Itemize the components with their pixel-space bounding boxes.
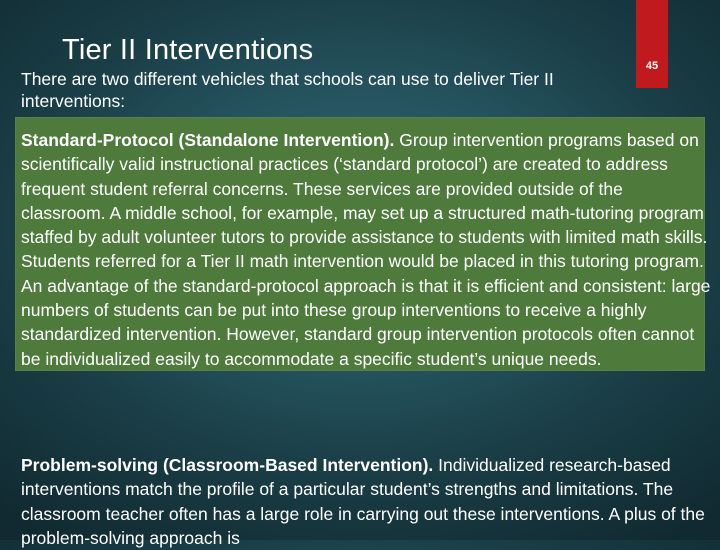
section-heading: Standard-Protocol (Standalone Intervention). — [21, 130, 395, 150]
section-body: Individualized research-based interventions match the profile of a particular student’s strengths and limitations. The classroom teacher often has a large role in carrying out these interventions. A plus of the problem-solving approach is — [21, 455, 705, 548]
section-heading: Problem-solving (Classroom-Based Intervention). — [21, 455, 434, 475]
slide-number: 45 — [645, 60, 659, 72]
slide-title: Tier II Interventions — [62, 34, 314, 66]
section-body: Group intervention programs based on scientifically valid instructional practices (‘standard protocol’) are created to address frequent student referral concerns. These services are provided outside of the classroom. A middle school, for example, may set up a structured math-tutoring program staffed by adult volunteer tutors to provide assistance to students with limited math skills. Students referred for a Tier II math intervention would be placed in this tutoring program. An advantage of the standard-protocol approach is that it is efficient and consistent: large numbers of students can be put into these group interventions to receive a highly standardized intervention. However, standard group intervention protocols often cannot be individualized easily to accommodate a specific student’s unique needs. — [21, 130, 711, 369]
section-standard-protocol — [21, 128, 711, 371]
intro-text: There are two different vehicles that schools can use to deliver Tier II interventions: — [21, 69, 554, 111]
section-problem-solving — [21, 453, 711, 550]
